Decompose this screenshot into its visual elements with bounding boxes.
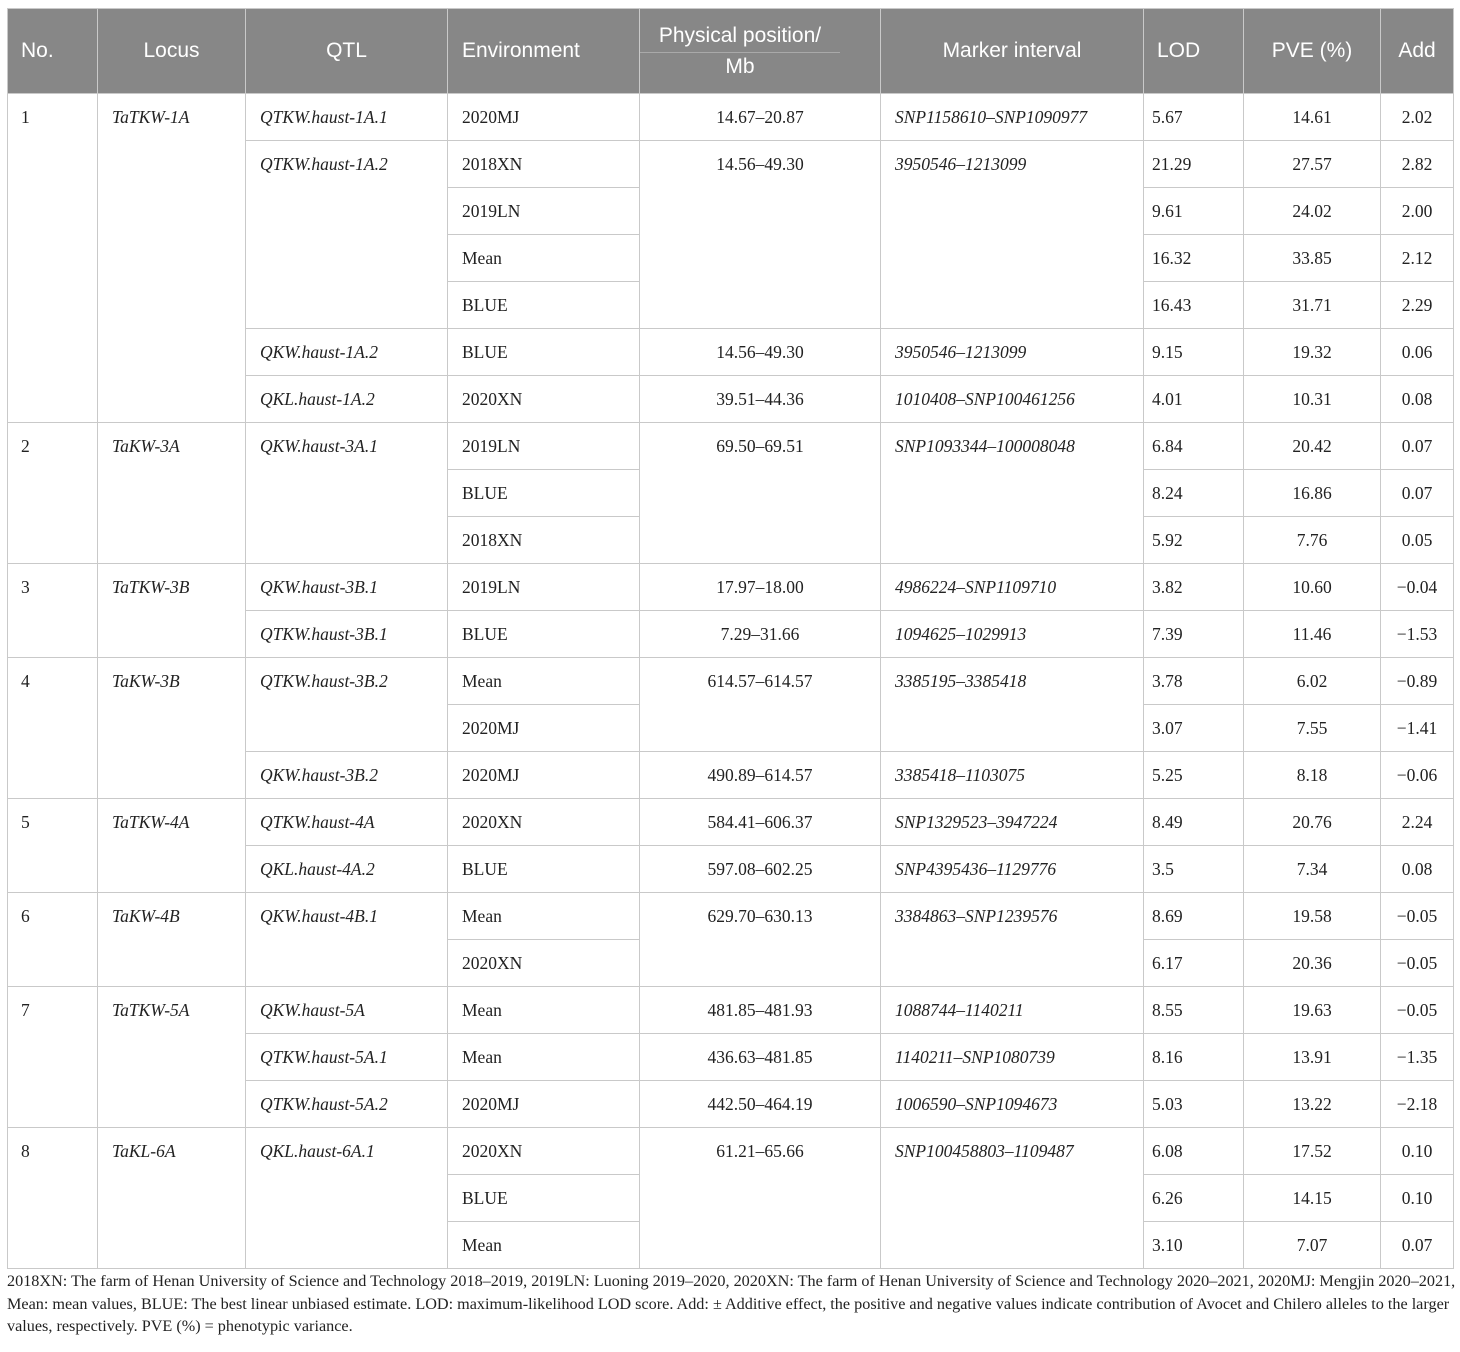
cell-environment: 2020XN (448, 799, 640, 846)
cell-physical-position: 7.29–31.66 (640, 611, 881, 658)
cell-marker-interval: 1006590–SNP1094673 (881, 1081, 1144, 1128)
cell-lod: 5.25 (1144, 752, 1244, 799)
cell-physical-position: 442.50–464.19 (640, 1081, 881, 1128)
cell-marker-interval: 3950546–1213099 (881, 141, 1144, 329)
cell-marker-interval: SNP1158610–SNP1090977 (881, 94, 1144, 141)
cell-environment: 2018XN (448, 141, 640, 188)
cell-qtl: QTKW.haust-3B.1 (246, 611, 448, 658)
cell-marker-interval: SNP1093344–100008048 (881, 423, 1144, 564)
cell-pve: 7.55 (1244, 705, 1381, 752)
cell-qtl: QTKW.haust-5A.2 (246, 1081, 448, 1128)
cell-add: −0.05 (1381, 893, 1454, 940)
cell-pve: 14.15 (1244, 1175, 1381, 1222)
cell-locus: TaKW-3B (98, 658, 246, 799)
cell-qtl: QKW.haust-5A (246, 987, 448, 1034)
cell-lod: 3.78 (1144, 658, 1244, 705)
cell-lod: 9.61 (1144, 188, 1244, 235)
cell-marker-interval: 3385418–1103075 (881, 752, 1144, 799)
cell-environment: 2018XN (448, 517, 640, 564)
cell-qtl: QTKW.haust-1A.2 (246, 141, 448, 329)
cell-environment: BLUE (448, 1175, 640, 1222)
cell-lod: 8.16 (1144, 1034, 1244, 1081)
cell-pve: 27.57 (1244, 141, 1381, 188)
cell-no: 4 (8, 658, 98, 799)
cell-lod: 8.49 (1144, 799, 1244, 846)
cell-no: 1 (8, 94, 98, 423)
cell-pve: 24.02 (1244, 188, 1381, 235)
cell-add: −0.04 (1381, 564, 1454, 611)
cell-pve: 20.76 (1244, 799, 1381, 846)
cell-physical-position: 597.08–602.25 (640, 846, 881, 893)
cell-physical-position: 14.67–20.87 (640, 94, 881, 141)
cell-lod: 9.15 (1144, 329, 1244, 376)
header-row (8, 9, 1454, 94)
cell-add: 0.07 (1381, 423, 1454, 470)
cell-environment: Mean (448, 893, 640, 940)
cell-lod: 8.69 (1144, 893, 1244, 940)
cell-environment: BLUE (448, 846, 640, 893)
cell-environment: Mean (448, 1222, 640, 1269)
cell-qtl: QKL.haust-6A.1 (246, 1128, 448, 1269)
cell-pve: 10.60 (1244, 564, 1381, 611)
cell-add: −0.89 (1381, 658, 1454, 705)
cell-pve: 14.61 (1244, 94, 1381, 141)
cell-marker-interval: 1094625–1029913 (881, 611, 1144, 658)
cell-physical-position: 14.56–49.30 (640, 141, 881, 329)
table-row (8, 799, 1454, 846)
cell-pve: 19.32 (1244, 329, 1381, 376)
table-row (8, 658, 1454, 705)
cell-pve: 16.86 (1244, 470, 1381, 517)
cell-physical-position: 14.56–49.30 (640, 329, 881, 376)
cell-lod: 16.43 (1144, 282, 1244, 329)
cell-add: 2.02 (1381, 94, 1454, 141)
cell-environment: 2019LN (448, 423, 640, 470)
cell-marker-interval: SNP100458803–1109487 (881, 1128, 1144, 1269)
cell-add: 2.29 (1381, 282, 1454, 329)
cell-add: −1.53 (1381, 611, 1454, 658)
cell-add: 2.82 (1381, 141, 1454, 188)
cell-pve: 20.42 (1244, 423, 1381, 470)
cell-pve: 7.76 (1244, 517, 1381, 564)
table-row (8, 564, 1454, 611)
cell-qtl: QKW.haust-4B.1 (246, 893, 448, 987)
cell-lod: 3.10 (1144, 1222, 1244, 1269)
cell-environment: 2020XN (448, 376, 640, 423)
cell-physical-position: 629.70–630.13 (640, 893, 881, 987)
cell-no: 2 (8, 423, 98, 564)
cell-marker-interval: 1140211–SNP1080739 (881, 1034, 1144, 1081)
cell-qtl: QKL.haust-4A.2 (246, 846, 448, 893)
cell-add: 0.08 (1381, 376, 1454, 423)
header-no: No. (8, 9, 98, 94)
cell-marker-interval: 3950546–1213099 (881, 329, 1144, 376)
cell-environment: BLUE (448, 470, 640, 517)
cell-add: 0.06 (1381, 329, 1454, 376)
cell-lod: 8.24 (1144, 470, 1244, 517)
cell-pve: 7.34 (1244, 846, 1381, 893)
header-physical-position-top: Physical position/ (640, 24, 840, 53)
table-row (8, 987, 1454, 1034)
cell-pve: 20.36 (1244, 940, 1381, 987)
cell-environment: Mean (448, 987, 640, 1034)
cell-pve: 8.18 (1244, 752, 1381, 799)
cell-locus: TaTKW-4A (98, 799, 246, 893)
cell-pve: 17.52 (1244, 1128, 1381, 1175)
cell-no: 7 (8, 987, 98, 1128)
cell-environment: 2020XN (448, 940, 640, 987)
cell-locus: TaTKW-3B (98, 564, 246, 658)
cell-pve: 19.63 (1244, 987, 1381, 1034)
cell-environment: Mean (448, 658, 640, 705)
cell-add: 2.12 (1381, 235, 1454, 282)
cell-environment: 2019LN (448, 564, 640, 611)
cell-physical-position: 584.41–606.37 (640, 799, 881, 846)
cell-lod: 16.32 (1144, 235, 1244, 282)
cell-add: −0.06 (1381, 752, 1454, 799)
cell-pve: 31.71 (1244, 282, 1381, 329)
cell-qtl: QTKW.haust-4A (246, 799, 448, 846)
cell-locus: TaKW-3A (98, 423, 246, 564)
cell-environment: 2020MJ (448, 705, 640, 752)
table-row (8, 423, 1454, 470)
cell-marker-interval: 3385195–3385418 (881, 658, 1144, 752)
cell-physical-position: 436.63–481.85 (640, 1034, 881, 1081)
cell-pve: 10.31 (1244, 376, 1381, 423)
cell-lod: 6.17 (1144, 940, 1244, 987)
cell-marker-interval: 3384863–SNP1239576 (881, 893, 1144, 987)
cell-lod: 8.55 (1144, 987, 1244, 1034)
cell-pve: 19.58 (1244, 893, 1381, 940)
cell-environment: BLUE (448, 329, 640, 376)
header-physical-position-bottom: Mb (725, 54, 755, 78)
qtl-table (7, 8, 1454, 1269)
header-add: Add (1381, 9, 1454, 94)
cell-physical-position: 61.21–65.66 (640, 1128, 881, 1269)
cell-add: −0.05 (1381, 940, 1454, 987)
cell-add: 2.24 (1381, 799, 1454, 846)
cell-environment: Mean (448, 1034, 640, 1081)
cell-add: −1.41 (1381, 705, 1454, 752)
cell-lod: 6.26 (1144, 1175, 1244, 1222)
header-lod: LOD (1144, 9, 1244, 94)
cell-lod: 5.03 (1144, 1081, 1244, 1128)
cell-add: −1.35 (1381, 1034, 1454, 1081)
cell-physical-position: 614.57–614.57 (640, 658, 881, 752)
cell-qtl: QKW.haust-3A.1 (246, 423, 448, 564)
cell-physical-position: 481.85–481.93 (640, 987, 881, 1034)
cell-environment: Mean (448, 235, 640, 282)
cell-qtl: QKW.haust-3B.1 (246, 564, 448, 611)
cell-no: 5 (8, 799, 98, 893)
table-row (8, 1128, 1454, 1175)
cell-add: −0.05 (1381, 987, 1454, 1034)
cell-lod: 3.5 (1144, 846, 1244, 893)
cell-qtl: QTKW.haust-1A.1 (246, 94, 448, 141)
cell-pve: 11.46 (1244, 611, 1381, 658)
cell-environment: BLUE (448, 611, 640, 658)
cell-locus: TaKL-6A (98, 1128, 246, 1269)
table-row (8, 893, 1454, 940)
cell-no: 8 (8, 1128, 98, 1269)
cell-add: 0.07 (1381, 470, 1454, 517)
cell-add: 0.07 (1381, 1222, 1454, 1269)
header-physical-position (640, 9, 881, 94)
table-row (8, 94, 1454, 141)
cell-lod: 6.08 (1144, 1128, 1244, 1175)
cell-pve: 33.85 (1244, 235, 1381, 282)
cell-lod: 7.39 (1144, 611, 1244, 658)
cell-lod: 5.67 (1144, 94, 1244, 141)
cell-pve: 13.91 (1244, 1034, 1381, 1081)
cell-environment: 2020MJ (448, 94, 640, 141)
cell-physical-position: 17.97–18.00 (640, 564, 881, 611)
cell-lod: 3.82 (1144, 564, 1244, 611)
cell-lod: 6.84 (1144, 423, 1244, 470)
header-marker-interval: Marker interval (881, 9, 1144, 94)
cell-marker-interval: SNP1329523–3947224 (881, 799, 1144, 846)
cell-qtl: QTKW.haust-5A.1 (246, 1034, 448, 1081)
cell-environment: BLUE (448, 282, 640, 329)
cell-add: 0.05 (1381, 517, 1454, 564)
cell-marker-interval: 1010408–SNP100461256 (881, 376, 1144, 423)
header-pve: PVE (%) (1244, 9, 1381, 94)
cell-pve: 13.22 (1244, 1081, 1381, 1128)
cell-add: 2.00 (1381, 188, 1454, 235)
cell-physical-position: 69.50–69.51 (640, 423, 881, 564)
cell-environment: 2020MJ (448, 1081, 640, 1128)
cell-locus: TaKW-4B (98, 893, 246, 987)
cell-lod: 4.01 (1144, 376, 1244, 423)
cell-environment: 2020MJ (448, 752, 640, 799)
cell-pve: 7.07 (1244, 1222, 1381, 1269)
cell-pve: 6.02 (1244, 658, 1381, 705)
cell-lod: 5.92 (1144, 517, 1244, 564)
cell-qtl: QKW.haust-3B.2 (246, 752, 448, 799)
cell-locus: TaTKW-5A (98, 987, 246, 1128)
cell-physical-position: 490.89–614.57 (640, 752, 881, 799)
cell-no: 3 (8, 564, 98, 658)
cell-add: 0.08 (1381, 846, 1454, 893)
cell-qtl: QKW.haust-1A.2 (246, 329, 448, 376)
cell-qtl: QKL.haust-1A.2 (246, 376, 448, 423)
cell-qtl: QTKW.haust-3B.2 (246, 658, 448, 752)
header-locus: Locus (98, 9, 246, 94)
cell-add: 0.10 (1381, 1175, 1454, 1222)
cell-marker-interval: 4986224–SNP1109710 (881, 564, 1144, 611)
cell-add: −2.18 (1381, 1081, 1454, 1128)
table-footnote: 2018XN: The farm of Henan University of Science and Technology 2018–2019, 2019LN: Luoning 2019–2020, 2020XN: The farm of Henan University of Science and Technology 2020–2021, 2020MJ: Mengjin 2020–2021, Mean: mean values, BLUE: The best linear unbiased estimate. LOD: maximum-likelihood LOD score. Add: ± Additive effect, the positive and negative values indicate contribution of Avocet and Chilero alleles to the larger values, respectively. PVE (%) = phenotypic variance. (7, 1272, 1456, 1335)
cell-environment: 2020XN (448, 1128, 640, 1175)
header-qtl: QTL (246, 9, 448, 94)
table-body (8, 94, 1454, 1269)
cell-environment: 2019LN (448, 188, 640, 235)
header-environment: Environment (448, 9, 640, 94)
cell-physical-position: 39.51–44.36 (640, 376, 881, 423)
cell-lod: 3.07 (1144, 705, 1244, 752)
cell-lod: 21.29 (1144, 141, 1244, 188)
cell-marker-interval: 1088744–1140211 (881, 987, 1144, 1034)
cell-marker-interval: SNP4395436–1129776 (881, 846, 1144, 893)
cell-locus: TaTKW-1A (98, 94, 246, 423)
cell-add: 0.10 (1381, 1128, 1454, 1175)
cell-no: 6 (8, 893, 98, 987)
